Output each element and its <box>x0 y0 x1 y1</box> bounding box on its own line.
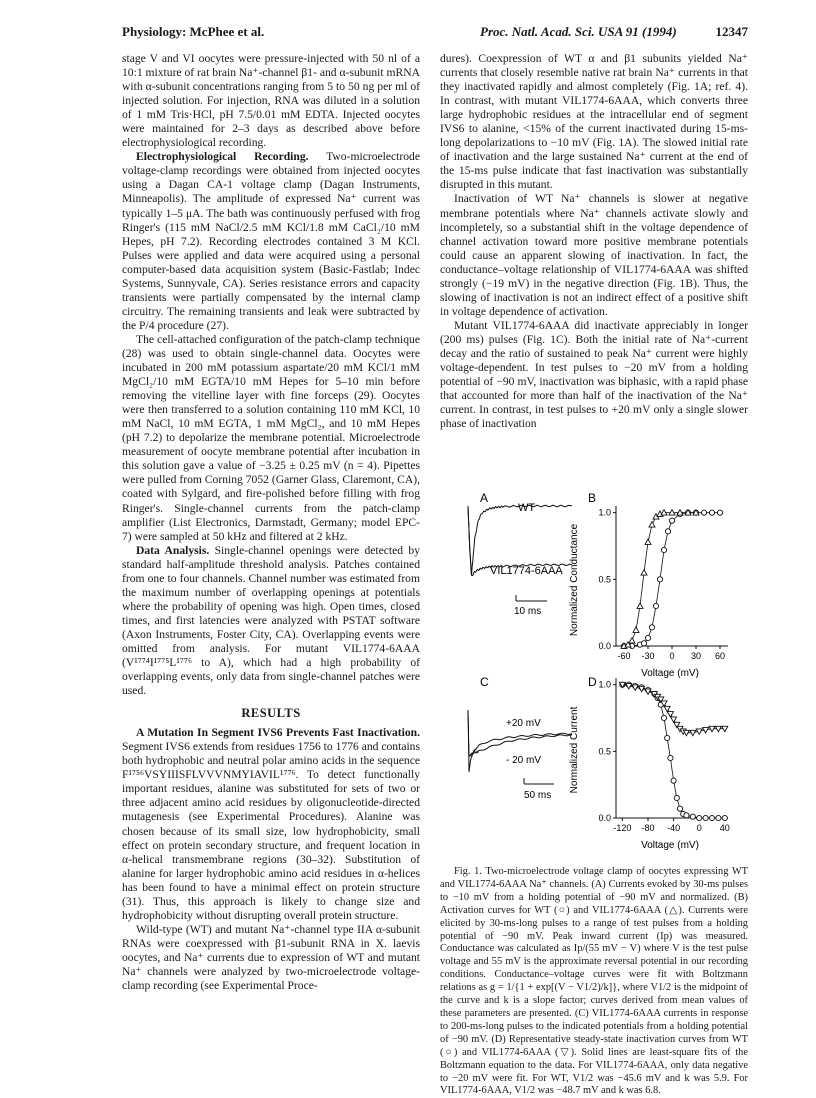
panel-b-letter: B <box>588 491 597 505</box>
panel-d-ytick-label: 0.5 <box>598 746 611 757</box>
panel-a-mutant-label: VIL1774-6AAA <box>490 565 563 577</box>
panel-b-xlabel: Voltage (mV) <box>641 668 699 679</box>
panel-b-point-triangle <box>629 638 635 643</box>
panel-d-ylabel: Normalized Current <box>569 706 580 794</box>
figure-1 <box>448 488 748 856</box>
panel-d-point-triangle-down <box>667 712 673 717</box>
left-column <box>122 52 420 993</box>
panel-b <box>598 506 728 661</box>
panel-b-fit-1 <box>624 513 720 646</box>
panel-d-point-circle <box>690 814 695 819</box>
running-header-journal: Proc. Natl. Acad. Sci. USA 91 (1994) <box>480 24 677 39</box>
panel-c-scale-label: 50 ms <box>524 790 552 801</box>
panel-b-point-circle <box>701 510 706 515</box>
paragraph-text: Two-microelectrode voltage-clamp recordings were obtained from injected oocytes using a Dagan CA-1 voltage clamp (Dagan Instruments, Minneapolis). The amplitude of expressed Na⁺ current was typically 1–5 μA. The bath was continuously perfused with frog Ringer's (115 mM NaCl/2.5 mM KCl/1.8 mM CaCl₂/10 mM Hepes, pH 7.2). Recording electrodes contained 3 M KCl. Pulses were applied and data were acquired using a personal computer-based data acquisition system (Basic-Fastlab; Indec Systems, Sunnyvale, CA). Series resistance errors and capacity transients were partially compensated by the internal clamp circuitry. The remaining transients and leak were subtracted by the P/4 procedure (27). <box>122 150 420 332</box>
panel-d-point-circle <box>684 813 689 818</box>
panel-d-xtick-label: 40 <box>719 823 730 833</box>
panel-d-xlabel: Voltage (mV) <box>641 840 699 851</box>
panel-d-point-triangle-down <box>671 717 677 722</box>
panel-d-point-circle <box>677 806 682 811</box>
panel-a-letter: A <box>480 491 489 505</box>
panel-b-xtick-label: 0 <box>669 651 675 661</box>
panel-b-xtick-label: -60 <box>617 651 631 661</box>
panel-b-ylabel: Normalized Conductance <box>569 523 580 637</box>
paragraph: Wild-type (WT) and mutant Na⁺-channel type IIA α-subunit RNAs were coexpressed with β1-subunit RNA in X. laevis oocytes, and Na⁺ currents due to expression of WT and mutant Na⁺ channels were analyzed by two-microelectrode voltage-clamp recording (see Experimental Proce- <box>122 922 420 993</box>
panel-b-xtick-label: 60 <box>714 651 726 661</box>
panel-d-point-circle <box>716 815 721 820</box>
panel-b-xtick-label: 30 <box>690 651 702 661</box>
paragraph: dures). Coexpression of WT α and β1 subunits yielded Na⁺ currents that closely resemble native rat brain Na⁺ currents in that they inactivated rapidly and almost completely (Fig. 1A; ref. 4). In contrast, with mutant VIL1774-6AAA, which converts three large hydrophobic residues at the intracellular end of segment IVS6 to alanine, <15% of the current inactivated during 15-ms-long depolarizations to −10 mV (Fig. 1A). The slowed initial rate of inactivation and the large sustained Na⁺ current at the end of the 15-ms pulse indicate that fast inactivation was substantially disrupted in this mutant. <box>440 52 748 192</box>
panel-d-xtick-label: -80 <box>641 823 655 833</box>
panel-d-point-circle <box>697 815 702 820</box>
paragraph: stage V and VI oocytes were pressure-injected with 50 nl of a 10:1 mixture of rat brain Na⁺-channel β1- and α-subunit mRNA with α-subunit concentrations ranging from 5 to 50 ng per ml of injected solution. For injection, RNA was diluted in a solution of 1 mM Tris·HCl, pH 7.5/0.01 mM EDTA. Injected oocytes were maintained for 2–3 days as described above before electrophysiological recording. <box>122 52 420 150</box>
section-runin-heading: A Mutation In Segment IVS6 Prevents Fast Inactivation. <box>136 726 420 740</box>
panel-d-point-circle <box>703 815 708 820</box>
panel-b-point-circle <box>665 529 670 534</box>
panel-b-point-circle <box>649 625 654 630</box>
paragraph <box>122 544 420 699</box>
panel-d-xtick-label: -120 <box>613 823 632 833</box>
panel-b-point-circle <box>709 510 714 515</box>
panel-b-ytick-label: 0.0 <box>598 641 611 651</box>
panel-d-point-triangle-down <box>664 706 670 711</box>
panel-b-point-triangle <box>641 570 647 575</box>
panel-d <box>598 678 729 833</box>
panel-d-fit-2 <box>622 685 724 733</box>
section-runin-heading: Data Analysis. <box>136 543 210 557</box>
caption-text: Fig. 1. Two-microelectrode voltage clamp of oocytes expressing WT and VIL1774-6AAA Na⁺ channels. (A) Currents evoked by 30-ms pulses to −10 mV from a holding potential of −90 mV and normalized. (B) Activation curves for WT (○) and VIL1774-6AAA (△). Currents were elicited by 30-ms-long pulses to a range of test pulses from a holding potential of −90 mV. Peak inward current (Ip) was measured. Conductance was calculated as Ip/(55 mV − V) where V is the test pulse voltage and 55 mV is the approximate reversal potential in our recording conditions. Conductance–voltage curves were fit with Boltzmann relations as g = 1/{1 + exp[(V − V1/2)/k]}, where V1/2 is the midpoint of the curve and k is a slope factor; curves derived from mean values of these parameters are presented. (C) VIL1774-6AAA currents in response to 200-ms-long pulses to the indicated potentials from a holding potential of −90 mV. (D) Representative steady-state inactivation curves from WT (○) and VIL1774-6AAA (▽). Solid lines are least-square fits of the Boltzmann equation to the data. For VIL1774-6AAA, only data negative to −20 mV were fit. For WT, V1/2 was −45.6 mV and k was 5.9. For VIL1774-6AAA, V1/2 was −48.7 mV and k was 6.8. <box>440 866 748 1097</box>
paragraph: Mutant VIL1774-6AAA did inactivate appreciably in longer (200 ms) pulses (Fig. 1C). Both the initial rate of Na⁺-current decay and the ratio of sustained to peak Na⁺ current were highly voltage-dependent. In test pulses to −20 mV from a holding potential of −90 mV, inactivation was biphasic, with a rapid phase that accounted for more than half of the inactivation of the Na⁺ current. In contrast, in test pulses to +20 mV only a single slower phase of inactivation <box>440 318 748 431</box>
panel-b-point-triangle <box>637 603 643 608</box>
running-header-left: Physiology: McPhee et al. <box>122 24 265 39</box>
panel-b-point-circle <box>657 577 662 582</box>
panel-d-fit-1 <box>622 685 724 818</box>
panel-b-xtick-label: -30 <box>641 651 655 661</box>
panel-d-ytick-label: 1.0 <box>598 679 611 690</box>
page-number: 12347 <box>715 24 748 39</box>
panel-d-xtick-label: -40 <box>667 823 681 833</box>
panel-c-plus-label: +20 mV <box>506 718 541 729</box>
panel-d-point-circle <box>709 815 714 820</box>
panel-d-point-circle <box>722 815 727 820</box>
panel-c-trace-1 <box>468 710 572 757</box>
figure-1-panels <box>448 488 748 858</box>
paragraph: Inactivation of WT Na⁺ channels is slower at negative membrane potentials where Na⁺ channels activate slowly and incompletely, so a substantial shift in the voltage dependence of channel activation toward more positive membrane potentials could cause an apparent slowing of inactivation. In fact, the conductance–voltage relationship of VIL1774-6AAA was shifted strongly (−19 mV) in the negative direction (Fig. 1B). Thus, the slowing of inactivation is not an indirect effect of a positive shift in voltage dependence of activation. <box>440 192 748 318</box>
panel-d-point-circle <box>671 778 676 783</box>
paragraph: The cell-attached configuration of the patch-clamp technique (28) was used to obtain single-channel data. Oocytes were incubated in 200 mM potassium aspartate/20 mM KCl/1 mM MgCl₂/10 mM EGTA/10 mM Hepes for 5–10 min before removing the vitelline layer with fine forceps (29). Oocytes were then transferred to a solution containing 110 mM KCl, 10 mM NaCl, 10 mM EGTA, 1 mM MgCl₂, and 10 mM Hepes (pH 7.2) to depolarize the membrane potential. Microelectrode measurement of oocyte membrane potential after incubation in this solution gave a value of −3.25 ± 0.25 mV (n = 4). Pipettes were pulled from Corning 7052 (Garner Glass, Claremont, CA), coated with Sylgard, and fire-polished before filling with frog Ringer's. Single-channel currents from the patch-clamp amplifier (List Electronics, Darmstadt, Germany; model EPC-7) were sampled at 50 kHz and filtered at 2 kHz. <box>122 332 420 543</box>
paragraph-text: Single-channel openings were detected by standard half-amplitude threshold analysis. Patches contained from one to four channels. Channel number was estimated from the maximum number of overlapping openings at potentials where the probability of opening was high. Open times, closed times, and first latencies were analyzed with PSTAT software (Axon Instruments, Foster City, CA). Overlapping events were omitted from analysis. For mutant VIL1774-6AAA (V¹⁷⁷⁴I¹⁷⁷⁵L¹⁷⁷⁶ to A), which had a high probability of overlapping events, only data from single-channel patches were used. <box>122 543 420 698</box>
figure-caption <box>440 866 748 1098</box>
panel-a-scale-label: 10 ms <box>514 606 542 617</box>
panel-d-letter: D <box>588 675 597 689</box>
panel-b-point-circle <box>661 547 666 552</box>
panel-d-point-circle <box>668 755 673 760</box>
panel-b-point-circle <box>669 518 674 523</box>
right-column <box>440 52 748 431</box>
panel-d-point-circle <box>661 715 666 720</box>
panel-b-point-circle <box>717 510 722 515</box>
panel-d-ytick-label: 0.0 <box>598 813 611 823</box>
panel-b-point-circle <box>641 641 646 646</box>
panel-b-point-circle <box>645 635 650 640</box>
panel-d-point-circle <box>665 735 670 740</box>
panel-b-point-circle <box>653 603 658 608</box>
panel-b-ytick-label: 0.5 <box>598 574 611 585</box>
section-heading: RESULTS <box>241 706 301 721</box>
paragraph-text: Segment IVS6 extends from residues 1756 to 1776 and contains both hydrophobic and neutral polar amino acids in the sequence F¹⁷⁵⁶VSYIIISFLVVVNMYIAVIL¹⁷⁷⁶. To detect functionally important residues, alanine was substituted for sets of two or three adjacent amino acid residues by oligonucleotide-directed mutagenesis (see Experimental Procedures). Alanine was chosen because of its small size, low hydrophobicity, small effect on protein secondary structure, and frequent location in α-helical transmembrane regions (30–32). Substitution of alanine for larger hydrophobic amino acid residues in α-helices has been found to have a minimal effect on protein structure (31). Thus, this approach is likely to change size and hydrophobicity without disrupting overall protein structure. <box>122 740 420 922</box>
panel-b-point-triangle <box>649 522 655 527</box>
panel-c-minus-label: - 20 mV <box>506 755 542 766</box>
paragraph <box>122 150 420 333</box>
panel-d-xtick-label: 0 <box>696 823 702 833</box>
panel-b-point-triangle <box>645 539 651 544</box>
panel-d-point-circle <box>674 795 679 800</box>
panel-c-letter: C <box>480 675 489 689</box>
panel-b-ytick-label: 1.0 <box>598 507 611 518</box>
section-runin-heading: Electrophysiological Recording. <box>136 150 309 164</box>
panel-a-wt-label: WT <box>518 502 536 514</box>
panel-b-point-triangle <box>633 627 639 632</box>
paragraph <box>122 726 420 923</box>
